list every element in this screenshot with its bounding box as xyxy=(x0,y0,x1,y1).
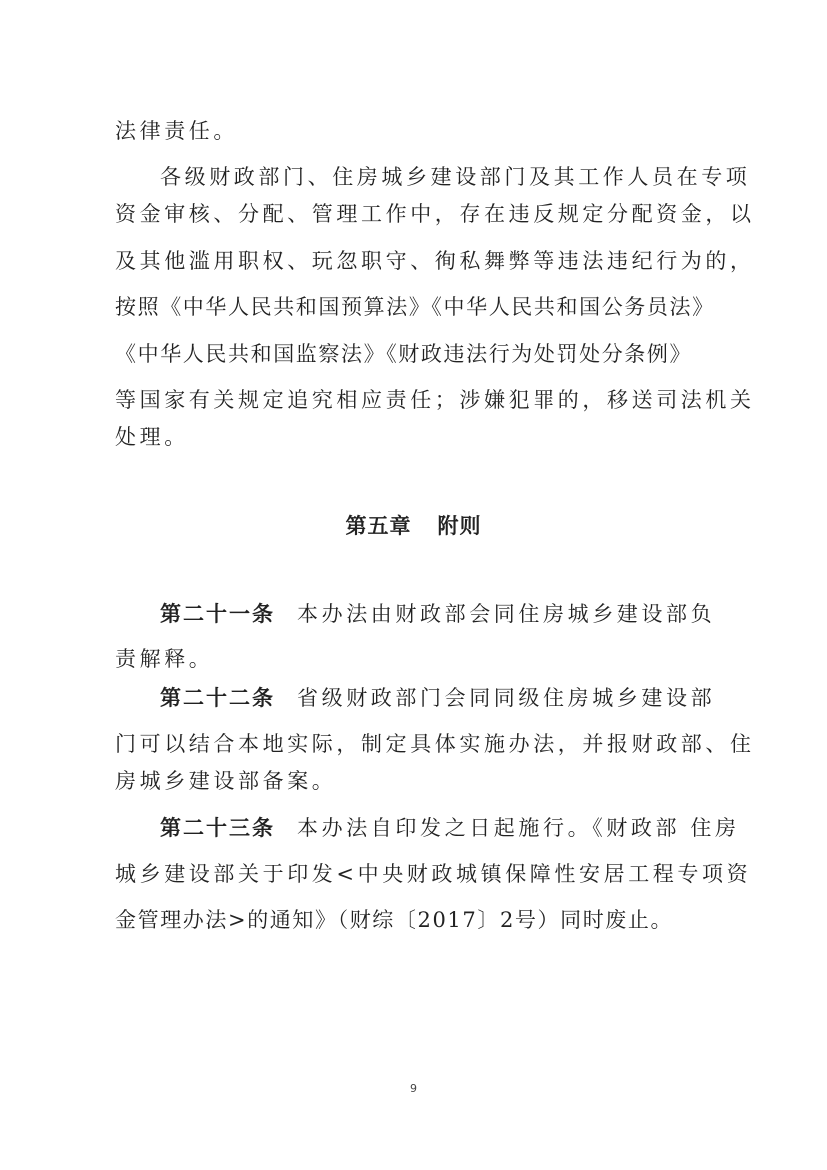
article-heading: 第二十二条 xyxy=(160,686,275,710)
chapter-heading xyxy=(0,512,827,540)
article-text: 省级财政部门会同同级住房城乡建设部 xyxy=(297,686,716,710)
article-heading: 第二十一条 xyxy=(160,602,275,626)
paragraph-line: 法律责任。 xyxy=(115,119,238,143)
paragraph-line: 责解释。 xyxy=(115,647,214,671)
article-23-line xyxy=(160,814,740,842)
chapter-title: 附则 xyxy=(437,514,482,538)
paragraph-line: 门可以结合本地实际，制定具体实施办法，并报财政部、住 xyxy=(115,732,755,756)
page-number: 9 xyxy=(410,1082,417,1095)
paragraph-line: 等国家有关规定追究相应责任；涉嫌犯罪的，移送司法机关 xyxy=(115,388,755,412)
paragraph-line: 处理。 xyxy=(115,425,189,449)
paragraph-line: 资金审核、分配、管理工作中，存在违反规定分配资金，以 xyxy=(115,202,755,226)
paragraph-line: 房城乡建设部备案。 xyxy=(115,769,337,793)
article-text: 本办法自印发之日起施行。《财政部 住房 xyxy=(297,816,740,840)
paragraph-line: 各级财政部门、住房城乡建设部门及其工作人员在专项 xyxy=(160,165,751,189)
paragraph-line: 城乡建设部关于印发<中央财政城镇保障性安居工程专项资 xyxy=(115,862,752,886)
article-heading: 第二十三条 xyxy=(160,816,275,840)
article-text: 本办法由财政部会同住房城乡建设部负 xyxy=(297,602,716,626)
article-21-line xyxy=(160,600,715,628)
chapter-number: 第五章 xyxy=(345,514,412,538)
paragraph-line: 《中华人民共和国监察法》《财政违法行为处罚处分条例》 xyxy=(115,342,693,366)
article-22-line xyxy=(160,684,715,712)
paragraph-line: 按照《中华人民共和国预算法》《中华人民共和国公务员法》 xyxy=(115,295,715,319)
paragraph-line: 金管理办法>的通知》（财综〔2017〕2号）同时废止。 xyxy=(115,908,674,932)
paragraph-line: 及其他滥用职权、玩忽职守、徇私舞弊等违法违纪行为的， xyxy=(115,249,755,273)
